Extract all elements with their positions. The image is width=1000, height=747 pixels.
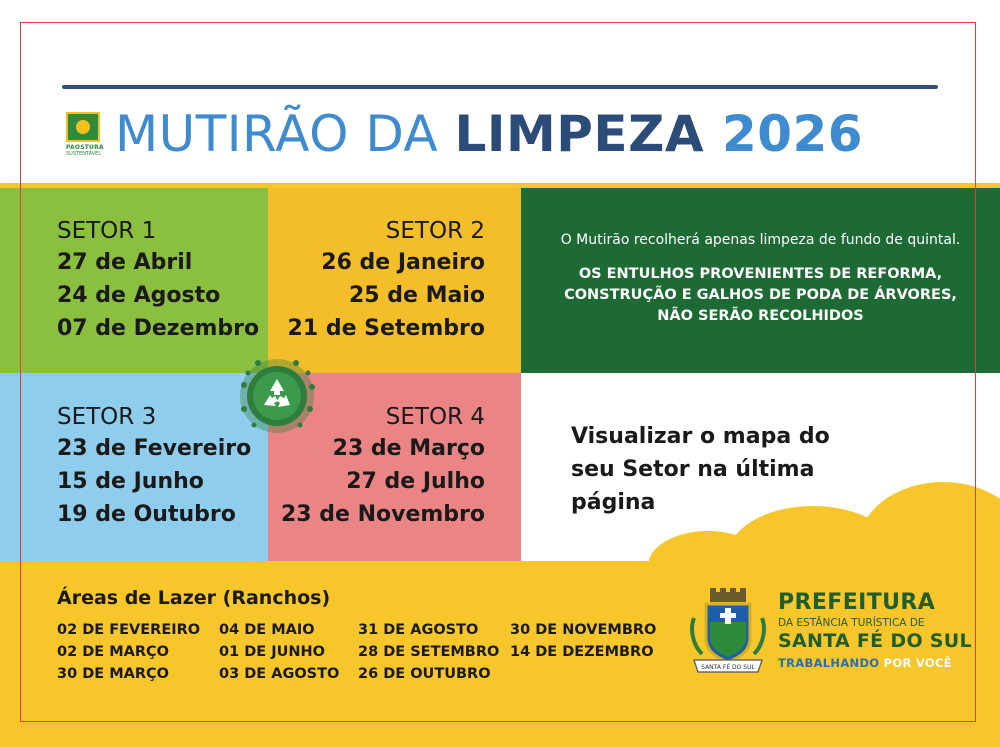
map-message-line: seu Setor na última [571, 457, 815, 482]
sector-date: 23 de Fevereiro [57, 436, 252, 461]
leisure-date: 02 DE MARÇO [57, 644, 169, 660]
leisure-date: 30 DE NOVEMBRO [510, 622, 657, 638]
warning-line: NÃO SERÃO RECOLHIDOS [657, 308, 864, 324]
sector-date: 15 de Junho [57, 469, 204, 494]
notice-info: O Mutirão recolherá apenas limpeza de fundo de quintal. [560, 232, 961, 248]
leisure-dates-column [57, 619, 200, 685]
leisure-date: 26 DE OUTUBRO [358, 666, 491, 682]
collection-notice [521, 230, 1000, 327]
sector-label: SETOR 1 [57, 218, 157, 244]
sector-label: SETOR 4 [385, 404, 485, 430]
slogan-part: TRABALHANDO [778, 656, 884, 670]
sector-date: 19 de Outubro [57, 502, 236, 527]
recycle-icon [236, 355, 318, 437]
sector-3 [57, 402, 251, 531]
leisure-date: 01 DE JUNHO [219, 644, 325, 660]
leisure-date: 04 DE MAIO [219, 622, 315, 638]
sector-date: 26 de Janeiro [321, 250, 485, 275]
city-name: SANTA FÉ DO SUL [778, 630, 972, 652]
leisure-dates-column [358, 619, 499, 685]
map-message-line: Visualizar o mapa do [571, 424, 830, 449]
logo-caption: PAOSTURA [66, 144, 104, 151]
title-part-limpeza: LIMPEZA [454, 105, 705, 163]
sector-date: 27 de Julho [346, 469, 485, 494]
leisure-dates-column [510, 619, 656, 663]
map-message-line: página [571, 490, 656, 515]
sector-date: 25 de Maio [349, 283, 485, 308]
leisure-dates-column [219, 619, 339, 685]
sector-date: 07 de Dezembro [57, 316, 260, 341]
sector-date: 24 de Agosto [57, 283, 221, 308]
leisure-areas-title: Áreas de Lazer (Ranchos) [57, 587, 331, 609]
sector-date: 23 de Novembro [280, 502, 485, 527]
crest-ribbon-text: SANTA FÉ DO SUL [701, 664, 755, 671]
sector-date: 23 de Março [332, 436, 485, 461]
sustainability-logo-icon [66, 112, 104, 157]
leisure-date: 28 DE SETEMBRO [358, 644, 500, 660]
logo-subcaption: SUSTENTÁVEL [66, 151, 102, 157]
notice-warning [521, 264, 1000, 327]
leisure-date: 31 DE AGOSTO [358, 622, 479, 638]
city-crest-icon [688, 588, 768, 676]
warning-line: OS ENTULHOS PROVENIENTES DE REFORMA, [578, 266, 943, 282]
leisure-date: 30 DE MARÇO [57, 666, 169, 682]
prefeitura-subtitle: DA ESTÂNCIA TURÍSTICA DE [778, 617, 925, 629]
sector-1 [57, 216, 259, 345]
map-message [571, 420, 830, 519]
prefeitura-title: PREFEITURA [778, 590, 936, 615]
slogan-accent: POR VOCÊ [883, 656, 952, 670]
page-title [115, 104, 863, 164]
leisure-date: 14 DE DEZEMBRO [510, 644, 654, 660]
sector-label: SETOR 3 [57, 404, 157, 430]
sector-date: 27 de Abril [57, 250, 193, 275]
title-rule-top [62, 85, 938, 89]
leisure-date: 03 DE AGOSTO [219, 666, 340, 682]
sector-2 [288, 216, 485, 345]
sector-date: 21 de Setembro [287, 316, 485, 341]
prefeitura-brand [778, 590, 972, 672]
sector-label: SETOR 2 [385, 218, 485, 244]
leisure-date: 02 DE FEVEREIRO [57, 622, 201, 638]
title-part-mutirao: MUTIRÃO DA [115, 105, 455, 163]
warning-line: CONSTRUÇÃO E GALHOS DE PODA DE ÁRVORES, [564, 287, 957, 303]
title-part-year: 2026 [704, 105, 864, 163]
slogan [778, 654, 972, 672]
